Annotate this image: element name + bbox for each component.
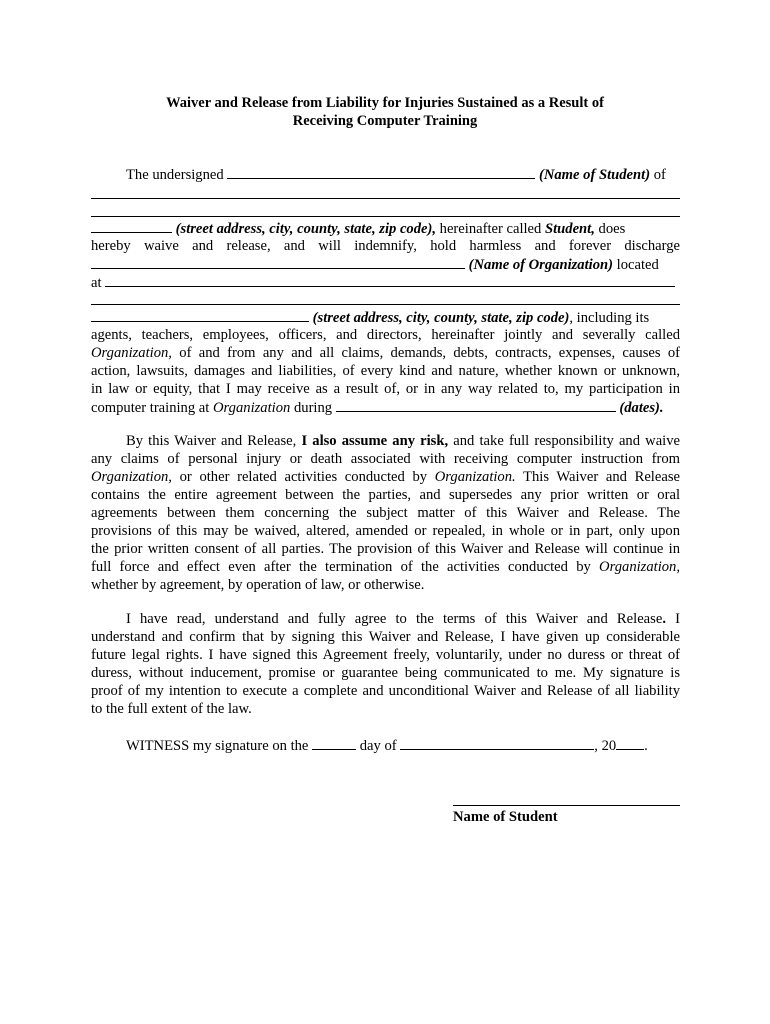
para3-line-6: to the full extent of the law.	[91, 701, 252, 717]
signature-label: Name of Student	[453, 809, 558, 825]
para1-line-8: (street address, city, county, state, zip code), including its	[91, 308, 680, 327]
address-blank-short[interactable]	[91, 219, 172, 233]
organization-name-blank[interactable]	[91, 255, 465, 269]
para1-line-13: computer training at Organization during (dates).	[91, 400, 664, 416]
para2-line-6: provisions of this may be waived, altered, amended or repealed, in whole or in part, only upon	[91, 523, 680, 539]
organization-address-blank-1[interactable]	[105, 273, 675, 287]
para2-line-8: full force and effect even after the termination of the activities conducted by Organization,	[91, 559, 680, 575]
address-blank-line-2[interactable]	[91, 216, 680, 217]
para1-line-10: Organization, of and from any and all claims, demands, debts, contracts, expenses, causes of	[91, 345, 680, 361]
para2-line-5: agreements between them concerning the subject matter of this Waiver and Release. The	[91, 505, 680, 521]
para3-line-1: I have read, understand and fully agree to the terms of this Waiver and Release. I	[126, 611, 680, 627]
para1-line-7: at	[91, 273, 680, 292]
para2-line-9: whether by agreement, by operation of law, or otherwise.	[91, 577, 425, 593]
witness-year-blank[interactable]	[616, 736, 644, 750]
para3-line-2: understand and confirm that by signing this Waiver and Release, I have given up considerable	[91, 629, 680, 645]
para3-line-5: proof of my intention to execute a complete and unconditional Waiver and Release of all liability	[91, 683, 680, 699]
para1-line-11: action, lawsuits, damages and liabilities, of every kind and nature, whether known or unknown,	[91, 363, 680, 379]
organization-address-blank-2[interactable]	[91, 304, 680, 305]
witness-line: WITNESS my signature on the day of , 20 .	[126, 738, 648, 754]
para1-line-5: hereby waive and release, and will indemnify, hold harmless and forever discharge	[91, 238, 680, 254]
para2-line-4: contains the entire agreement between the parties, and supersedes any prior written or oral	[91, 487, 680, 503]
para2-line-1: By this Waiver and Release, I also assume any risk, and take full responsibility and waive	[126, 433, 681, 449]
dates-blank[interactable]	[336, 398, 616, 412]
para2-line-2: any claims of personal injury or death associated with receiving computer instruction from	[91, 451, 680, 467]
para3-line-3: future legal rights. I have signed this Agreement freely, voluntarily, under no duress or threat of	[91, 647, 680, 663]
para1-line-4: (street address, city, county, state, zip code), hereinafter called Student, does	[91, 219, 680, 238]
document-title-line-1: Waiver and Release from Liability for Injuries Sustained as a Result of	[166, 95, 604, 111]
organization-address-blank-3[interactable]	[91, 308, 309, 322]
signature-line[interactable]	[453, 805, 680, 806]
para3-line-4: duress, without inducement, promise or guarantee being communicated to me. My signature is	[91, 665, 680, 681]
witness-day-blank[interactable]	[312, 736, 356, 750]
para1-line-12: in law or equity, that I may receive as a result of, or in any way related to, my participation in	[91, 381, 680, 397]
para1-line-9: agents, teachers, employees, officers, and directors, hereinafter jointly and severally called	[91, 327, 680, 343]
para1-line-1: The undersigned (Name of Student) of	[126, 167, 666, 183]
witness-month-blank[interactable]	[400, 736, 594, 750]
address-blank-line-1[interactable]	[91, 198, 680, 199]
document-title-line-2: Receiving Computer Training	[292, 113, 478, 129]
para2-line-3: Organization, or other related activities conducted by Organization. This Waiver and Release	[91, 469, 680, 485]
student-name-blank[interactable]	[227, 165, 535, 179]
para2-line-7: the prior written consent of all parties. The provision of this Waiver and Release will continue in	[91, 541, 680, 557]
para1-line-6: (Name of Organization) located	[91, 255, 680, 274]
